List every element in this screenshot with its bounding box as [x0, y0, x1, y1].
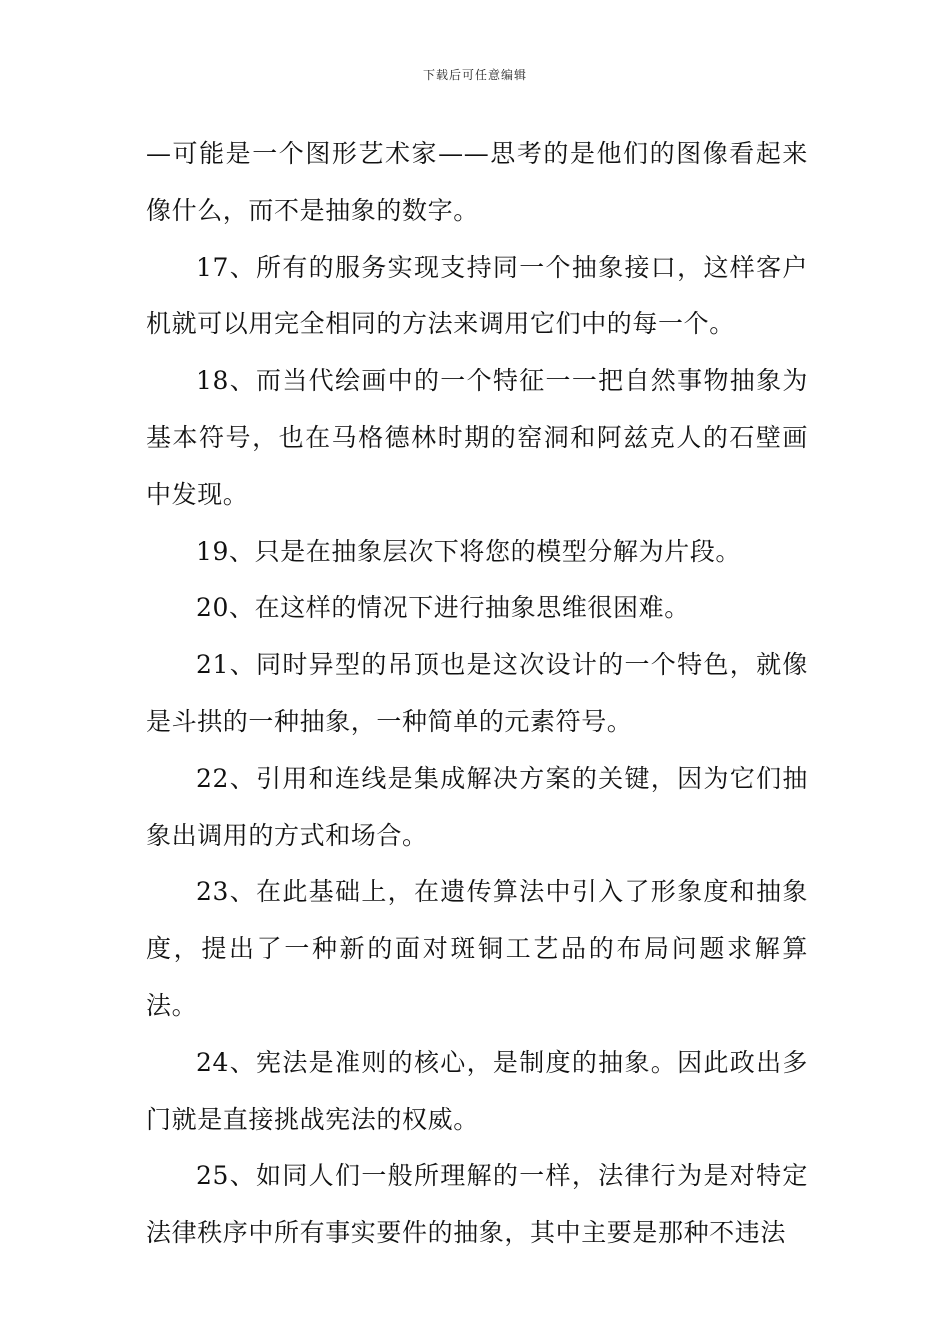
- paragraph-17: 17、所有的服务实现支持同一个抽象接口，这样客户机就可以用完全相同的方法来调用它们中的每一个。: [146, 252, 808, 339]
- paragraph-23: 23、在此基础上，在遗传算法中引入了形象度和抽象度，提出了一种新的面对斑铜工艺品的布局问题求解算法。: [146, 877, 808, 1020]
- paragraph-20: 20、在这样的情况下进行抽象思维很困难。: [196, 593, 690, 623]
- paragraph-21: 21、同时异型的吊顶也是这次设计的一个特色，就像是斗拱的一种抽象，一种简单的元素符号。: [146, 650, 808, 736]
- page-header: 下载后可任意编辑: [422, 68, 527, 82]
- paragraph-22: 22、引用和连线是集成解决方案的关键，因为它们抽象出调用的方式和场合。: [146, 763, 808, 850]
- document-body: [146, 126, 808, 1262]
- paragraph-19: 19、只是在抽象层次下将您的模型分解为片段。: [196, 536, 742, 566]
- paragraph-18: 18、而当代绘画中的一个特征一一把自然事物抽象为基本符号，也在马格德林时期的窑洞和阿兹克人的石壁画中发现。: [146, 366, 808, 509]
- paragraph-continuation: —可能是一个图形艺术家——思考的是他们的图像看起来像什么，而不是抽象的数字。: [146, 139, 808, 225]
- paragraph-24: 24、宪法是准则的核心，是制度的抽象。因此政出多门就是直接挑战宪法的权威。: [146, 1047, 808, 1134]
- paragraph-25: 25、如同人们一般所理解的一样，法律行为是对特定法律秩序中所有事实要件的抽象，其中主要是那种不违法: [146, 1161, 808, 1248]
